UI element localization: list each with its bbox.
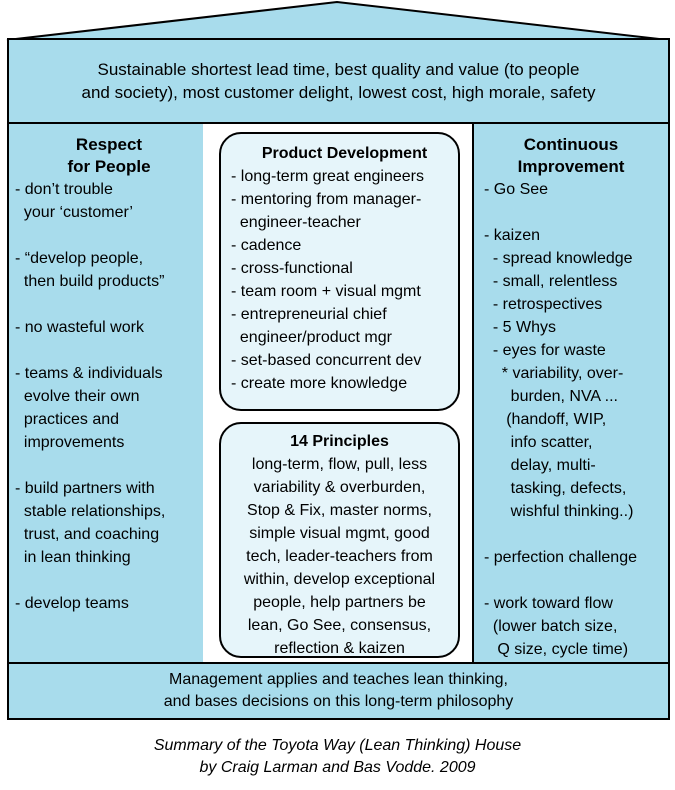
list-item: delay, multi- xyxy=(484,457,596,474)
pillar-respect-for-people xyxy=(7,122,205,664)
list-item xyxy=(15,454,203,477)
foundation-line-1: Management applies and teaches lean thinking, xyxy=(169,671,508,688)
list-item xyxy=(15,339,203,362)
list-item: - build partners with xyxy=(15,480,155,497)
list-item xyxy=(15,293,203,316)
list-item: - cadence xyxy=(231,237,302,254)
list-item: - perfection challenge xyxy=(484,549,637,566)
list-item: stable relationships, xyxy=(15,503,166,520)
principles-line: reflection & kaizen xyxy=(274,640,405,657)
pillar-left-list xyxy=(15,178,203,615)
foundation-text xyxy=(164,669,514,713)
list-item: tasking, defects, xyxy=(484,480,627,497)
list-item: (lower batch size, xyxy=(484,618,618,635)
list-item xyxy=(15,569,203,592)
list-item: - Go See xyxy=(484,181,549,198)
pillar-left-title-line-1: Respect xyxy=(75,135,143,154)
list-item xyxy=(484,201,668,224)
principles-line: variability & overburden, xyxy=(253,479,426,496)
pillar-continuous-improvement xyxy=(472,122,670,664)
list-item: - don’t trouble xyxy=(15,181,113,198)
house-roof xyxy=(0,0,675,42)
list-item: - small, relentless xyxy=(484,273,618,290)
list-item: - work toward flow xyxy=(484,595,613,612)
principles-line: lean, Go See, consensus, xyxy=(247,617,432,634)
pillar-left-title xyxy=(15,134,203,178)
goal-line-2: and society), most customer delight, lowest cost, high morale, safety xyxy=(81,83,596,102)
principles-line: tech, leader-teachers from xyxy=(246,548,433,565)
list-item: - kaizen xyxy=(484,227,541,244)
foundation-band xyxy=(7,662,670,720)
list-item: engineer/product mgr xyxy=(231,329,392,346)
list-item: then build products” xyxy=(15,273,165,290)
caption-line-2: by Craig Larman and Bas Vodde. 2009 xyxy=(199,759,476,776)
list-item: in lean thinking xyxy=(15,549,131,566)
list-item: - cross-functional xyxy=(231,260,353,277)
principles-line: simple visual mgmt, good xyxy=(249,525,430,542)
list-item: info scatter, xyxy=(484,434,593,451)
pillar-right-title-line-2: Improvement xyxy=(517,157,625,176)
list-item: - entrepreneurial chief xyxy=(231,306,387,323)
list-item: - eyes for waste xyxy=(484,342,606,359)
principles-body xyxy=(225,453,454,660)
pillar-right-title-line-1: Continuous xyxy=(523,135,619,154)
principles-line: within, develop exceptional xyxy=(243,571,436,588)
list-item: - retrospectives xyxy=(484,296,603,313)
list-item: - teams & individuals xyxy=(15,365,163,382)
list-item: - team room + visual mgmt xyxy=(231,283,421,300)
caption-line-1: Summary of the Toyota Way (Lean Thinking) House xyxy=(153,737,522,754)
list-item: - set-based concurrent dev xyxy=(231,352,422,369)
list-item: trust, and coaching xyxy=(15,526,160,543)
pillar-right-list xyxy=(484,178,668,661)
goal-line-1: Sustainable shortest lead time, best quality and value (to people xyxy=(97,60,580,79)
principles-line: people, help partners be xyxy=(253,594,426,611)
list-item: - spread knowledge xyxy=(484,250,633,267)
list-item: - 5 Whys xyxy=(484,319,557,336)
principles-title: 14 Principles xyxy=(290,433,389,450)
principles-line: Stop & Fix, master norms, xyxy=(247,502,432,519)
goal-band xyxy=(7,38,670,124)
list-item: - create more knowledge xyxy=(231,375,408,392)
principles-box xyxy=(219,422,460,658)
product-development-box xyxy=(219,132,460,411)
list-item: - no wasteful work xyxy=(15,319,144,336)
list-item: (handoff, WIP, xyxy=(484,411,607,428)
list-item: * variability, over- xyxy=(484,365,624,382)
list-item: practices and xyxy=(15,411,120,428)
list-item xyxy=(484,523,668,546)
list-item: - develop teams xyxy=(15,595,129,612)
list-item xyxy=(15,224,203,247)
list-item: engineer-teacher xyxy=(231,214,361,231)
list-item xyxy=(484,569,668,592)
product-development-title: Product Development xyxy=(261,145,428,162)
list-item: burden, NVA ... xyxy=(484,388,618,405)
list-item: wishful thinking..) xyxy=(484,503,634,520)
list-item: Q size, cycle time) xyxy=(484,641,629,658)
list-item: - “develop people, xyxy=(15,250,144,267)
caption xyxy=(0,735,675,779)
list-item: - long-term great engineers xyxy=(231,168,424,185)
goal-text xyxy=(81,58,595,104)
list-item: - mentoring from manager- xyxy=(231,191,422,208)
foundation-line-2: and bases decisions on this long-term philosophy xyxy=(163,693,514,710)
roof-triangle xyxy=(7,2,668,40)
pillar-left-title-line-2: for People xyxy=(67,157,151,176)
pillar-right-title xyxy=(474,134,668,178)
list-item: evolve their own xyxy=(15,388,140,405)
principles-line: long-term, flow, pull, less xyxy=(251,456,428,473)
list-item: improvements xyxy=(15,434,125,451)
product-development-list xyxy=(231,165,458,395)
list-item: your ‘customer’ xyxy=(15,204,133,221)
